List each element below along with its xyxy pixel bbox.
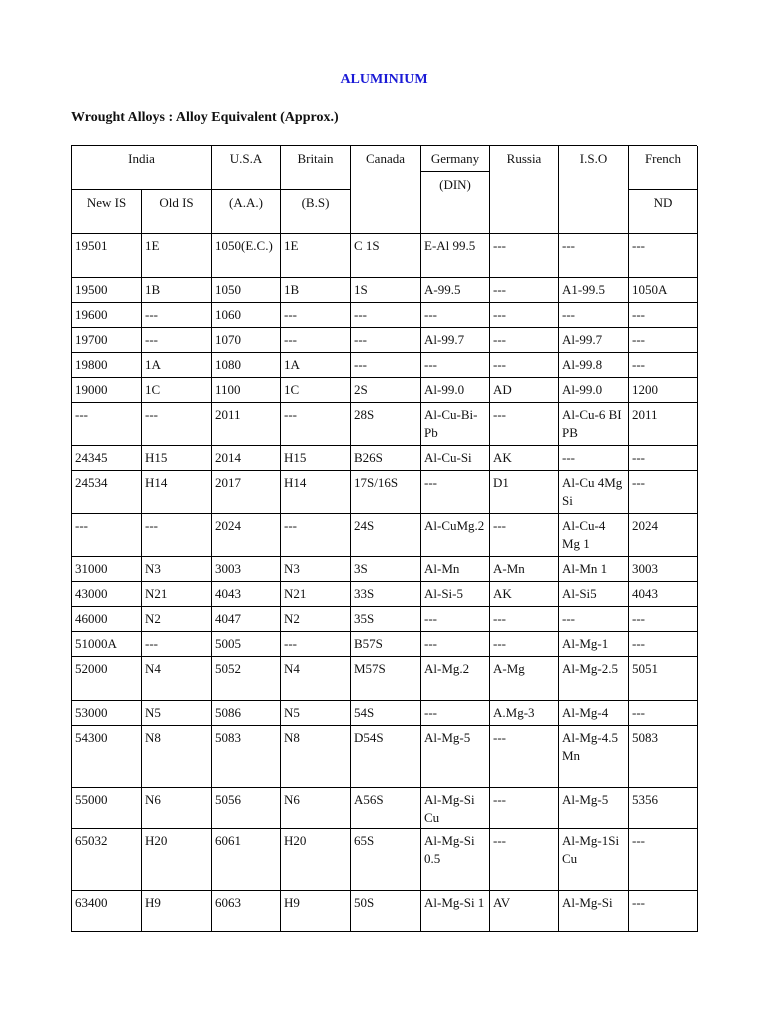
table-cell-germany: --- — [421, 701, 490, 726]
table-cell-usa: 6061 — [212, 829, 281, 891]
table-cell-iso: Al-Mg-1 — [559, 632, 629, 657]
table-cell-old-is: N21 — [142, 582, 212, 607]
table-cell-usa: 5056 — [212, 788, 281, 829]
table-cell-french: --- — [629, 353, 698, 378]
table-cell-usa: 1080 — [212, 353, 281, 378]
table-cell-russia: --- — [490, 234, 559, 278]
table-cell-old-is: N3 — [142, 557, 212, 582]
table-cell-russia: A.Mg-3 — [490, 701, 559, 726]
header-britain: Britain — [281, 146, 351, 190]
document-title: ALUMINIUM — [340, 72, 428, 87]
table-cell-russia: --- — [490, 514, 559, 557]
table-cell-britain: --- — [281, 514, 351, 557]
table-cell-russia: AD — [490, 378, 559, 403]
table-cell-canada: D54S — [351, 726, 421, 788]
table-cell-usa: 2017 — [212, 471, 281, 514]
table-cell-britain: 1E — [281, 234, 351, 278]
table-cell-usa: 4047 — [212, 607, 281, 632]
table-cell-new-is: 19600 — [72, 303, 142, 328]
table-cell-old-is: --- — [142, 514, 212, 557]
header-canada: Canada — [351, 146, 421, 190]
table-cell-new-is: 53000 — [72, 701, 142, 726]
table-cell-germany: E-Al 99.5 — [421, 234, 490, 278]
table-cell-canada: 65S — [351, 829, 421, 891]
table-cell-old-is: 1B — [142, 278, 212, 303]
table-cell-russia: --- — [490, 278, 559, 303]
table-cell-old-is: N4 — [142, 657, 212, 701]
header-india: India — [72, 146, 212, 190]
table-cell-canada: B26S — [351, 446, 421, 471]
table-cell-usa: 1050 — [212, 278, 281, 303]
header-new-is: New IS — [72, 190, 142, 234]
table-cell-usa: 1100 — [212, 378, 281, 403]
table-cell-iso: Al-99.8 — [559, 353, 629, 378]
table-cell-russia: AK — [490, 582, 559, 607]
table-cell-iso: Al-Mn 1 — [559, 557, 629, 582]
table-cell-britain: N5 — [281, 701, 351, 726]
table-cell-canada: C 1S — [351, 234, 421, 278]
table-cell-britain: N2 — [281, 607, 351, 632]
table-cell-new-is: 31000 — [72, 557, 142, 582]
table-cell-french: 5083 — [629, 726, 698, 788]
table-cell-canada: --- — [351, 353, 421, 378]
table-cell-iso: --- — [559, 607, 629, 632]
table-cell-germany: Al-Mg-Si Cu — [421, 788, 490, 829]
table-cell-germany: Al-CuMg.2 — [421, 514, 490, 557]
table-cell-britain: N21 — [281, 582, 351, 607]
table-cell-britain: N3 — [281, 557, 351, 582]
table-cell-new-is: 19800 — [72, 353, 142, 378]
table-cell-russia: --- — [490, 726, 559, 788]
table-cell-old-is: H9 — [142, 891, 212, 932]
table-cell-french: 4043 — [629, 582, 698, 607]
table-cell-germany: Al-99.0 — [421, 378, 490, 403]
table-cell-canada: 17S/16S — [351, 471, 421, 514]
header-britain-standard: (B.S) — [281, 190, 351, 234]
table-cell-iso: A1-99.5 — [559, 278, 629, 303]
table-cell-russia: --- — [490, 788, 559, 829]
table-cell-germany: A-99.5 — [421, 278, 490, 303]
table-cell-old-is: 1E — [142, 234, 212, 278]
table-cell-old-is: 1C — [142, 378, 212, 403]
table-cell-iso: Al-Si5 — [559, 582, 629, 607]
table-cell-new-is: 55000 — [72, 788, 142, 829]
table-cell-germany: Al-Mg-5 — [421, 726, 490, 788]
table-cell-britain: 1C — [281, 378, 351, 403]
table-cell-russia: --- — [490, 353, 559, 378]
table-cell-canada: 1S — [351, 278, 421, 303]
table-cell-old-is: N2 — [142, 607, 212, 632]
header-french-standard: ND — [629, 190, 698, 234]
table-cell-usa: 1050(E.C.) — [212, 234, 281, 278]
header-russia: Russia — [490, 146, 559, 190]
table-cell-french: --- — [629, 701, 698, 726]
table-cell-new-is: --- — [72, 403, 142, 446]
table-cell-russia: --- — [490, 328, 559, 353]
table-cell-canada: --- — [351, 328, 421, 353]
table-cell-french: --- — [629, 891, 698, 932]
header-germany: Germany — [421, 146, 490, 172]
header-iso-blank — [559, 190, 629, 234]
table-cell-iso: Al-99.0 — [559, 378, 629, 403]
table-cell-canada: M57S — [351, 657, 421, 701]
table-cell-usa: 5052 — [212, 657, 281, 701]
table-cell-iso: Al-Cu-6 BI PB — [559, 403, 629, 446]
table-cell-iso: Al-Mg-Si — [559, 891, 629, 932]
table-cell-britain: 1B — [281, 278, 351, 303]
table-cell-french: --- — [629, 234, 698, 278]
table-cell-french: --- — [629, 829, 698, 891]
table-cell-germany: --- — [421, 353, 490, 378]
table-cell-french: 5051 — [629, 657, 698, 701]
table-cell-old-is: H15 — [142, 446, 212, 471]
alloy-equivalent-table — [71, 145, 697, 932]
table-cell-new-is: 19501 — [72, 234, 142, 278]
table-cell-russia: --- — [490, 632, 559, 657]
header-usa-standard: (A.A.) — [212, 190, 281, 234]
table-cell-russia: --- — [490, 607, 559, 632]
table-cell-french: --- — [629, 607, 698, 632]
table-cell-britain: H20 — [281, 829, 351, 891]
table-cell-usa: 5005 — [212, 632, 281, 657]
table-cell-new-is: 65032 — [72, 829, 142, 891]
header-germany-standard: (DIN) — [421, 172, 490, 234]
table-cell-germany: Al-99.7 — [421, 328, 490, 353]
table-cell-new-is: 63400 — [72, 891, 142, 932]
table-cell-french: 3003 — [629, 557, 698, 582]
table-cell-canada: A56S — [351, 788, 421, 829]
table-cell-russia: --- — [490, 829, 559, 891]
table-cell-iso: Al-Mg-5 — [559, 788, 629, 829]
table-cell-russia: A-Mn — [490, 557, 559, 582]
table-cell-germany: Al-Cu-Bi-Pb — [421, 403, 490, 446]
table-cell-iso: --- — [559, 446, 629, 471]
table-cell-britain: N6 — [281, 788, 351, 829]
table-cell-french: --- — [629, 632, 698, 657]
table-cell-french: 1050A — [629, 278, 698, 303]
table-cell-britain: H9 — [281, 891, 351, 932]
table-cell-canada: 3S — [351, 557, 421, 582]
table-cell-new-is: 19700 — [72, 328, 142, 353]
table-cell-old-is: N5 — [142, 701, 212, 726]
table-cell-french: --- — [629, 471, 698, 514]
table-cell-french: 2024 — [629, 514, 698, 557]
table-cell-britain: --- — [281, 328, 351, 353]
table-cell-iso: Al-Mg-4.5 Mn — [559, 726, 629, 788]
table-cell-canada: 33S — [351, 582, 421, 607]
header-usa: U.S.A — [212, 146, 281, 190]
table-cell-usa: 2014 — [212, 446, 281, 471]
table-cell-germany: Al-Cu-Si — [421, 446, 490, 471]
table-cell-usa: 1060 — [212, 303, 281, 328]
table-cell-canada: 50S — [351, 891, 421, 932]
table-cell-canada: 24S — [351, 514, 421, 557]
table-cell-usa: 6063 — [212, 891, 281, 932]
header-old-is: Old IS — [142, 190, 212, 234]
table-cell-old-is: H14 — [142, 471, 212, 514]
table-cell-usa: 4043 — [212, 582, 281, 607]
table-cell-russia: A-Mg — [490, 657, 559, 701]
table-cell-germany: --- — [421, 607, 490, 632]
table-cell-britain: --- — [281, 303, 351, 328]
table-cell-britain: --- — [281, 632, 351, 657]
table-cell-canada: 2S — [351, 378, 421, 403]
table-cell-new-is: 43000 — [72, 582, 142, 607]
table-cell-germany: Al-Mg.2 — [421, 657, 490, 701]
table-cell-french: --- — [629, 328, 698, 353]
table-cell-old-is: N6 — [142, 788, 212, 829]
table-cell-old-is: H20 — [142, 829, 212, 891]
table-cell-usa: 2011 — [212, 403, 281, 446]
table-cell-new-is: 54300 — [72, 726, 142, 788]
table-cell-french: --- — [629, 446, 698, 471]
table-cell-germany: Al-Mn — [421, 557, 490, 582]
table-cell-canada: 54S — [351, 701, 421, 726]
table-cell-russia: D1 — [490, 471, 559, 514]
table-cell-new-is: 19000 — [72, 378, 142, 403]
table-cell-old-is: --- — [142, 632, 212, 657]
table-cell-old-is: --- — [142, 303, 212, 328]
table-cell-britain: N8 — [281, 726, 351, 788]
document-subtitle: Wrought Alloys : Alloy Equivalent (Approx.) — [71, 110, 339, 125]
table-cell-new-is: 24534 — [72, 471, 142, 514]
header-canada-blank — [351, 190, 421, 234]
table-cell-new-is: 24345 — [72, 446, 142, 471]
table-cell-russia: AV — [490, 891, 559, 932]
table-cell-usa: 2024 — [212, 514, 281, 557]
table-cell-old-is: 1A — [142, 353, 212, 378]
table-cell-french: --- — [629, 303, 698, 328]
table-cell-russia: --- — [490, 303, 559, 328]
table-cell-germany: Al-Mg-Si 1 — [421, 891, 490, 932]
table-cell-canada: 28S — [351, 403, 421, 446]
table-cell-canada: --- — [351, 303, 421, 328]
header-french: French — [629, 146, 698, 190]
table-cell-germany: Al-Si-5 — [421, 582, 490, 607]
table-cell-britain: --- — [281, 403, 351, 446]
table-cell-canada: B57S — [351, 632, 421, 657]
table-cell-iso: Al-Cu-4 Mg 1 — [559, 514, 629, 557]
table-cell-iso: Al-Mg-2.5 — [559, 657, 629, 701]
header-russia-blank — [490, 190, 559, 234]
table-cell-old-is: --- — [142, 403, 212, 446]
table-cell-new-is: 19500 — [72, 278, 142, 303]
table-cell-old-is: N8 — [142, 726, 212, 788]
table-cell-usa: 5086 — [212, 701, 281, 726]
table-cell-germany: --- — [421, 471, 490, 514]
table-cell-russia: --- — [490, 403, 559, 446]
table-cell-britain: H15 — [281, 446, 351, 471]
table-cell-french: 2011 — [629, 403, 698, 446]
table-cell-french: 1200 — [629, 378, 698, 403]
table-cell-usa: 1070 — [212, 328, 281, 353]
table-cell-iso: Al-Mg-4 — [559, 701, 629, 726]
table-cell-usa: 5083 — [212, 726, 281, 788]
table-cell-germany: --- — [421, 303, 490, 328]
table-cell-germany: Al-Mg-Si 0.5 — [421, 829, 490, 891]
table-cell-britain: 1A — [281, 353, 351, 378]
table-cell-iso: Al-99.7 — [559, 328, 629, 353]
header-iso: I.S.O — [559, 146, 629, 190]
table-cell-britain: N4 — [281, 657, 351, 701]
table-cell-canada: 35S — [351, 607, 421, 632]
table-cell-iso: --- — [559, 234, 629, 278]
table-cell-old-is: --- — [142, 328, 212, 353]
table-cell-iso: --- — [559, 303, 629, 328]
table-cell-britain: H14 — [281, 471, 351, 514]
table-cell-russia: AK — [490, 446, 559, 471]
table-cell-new-is: 46000 — [72, 607, 142, 632]
table-cell-new-is: 52000 — [72, 657, 142, 701]
table-cell-new-is: --- — [72, 514, 142, 557]
table-cell-iso: Al-Mg-1Si Cu — [559, 829, 629, 891]
table-cell-new-is: 51000A — [72, 632, 142, 657]
table-cell-germany: --- — [421, 632, 490, 657]
table-cell-french: 5356 — [629, 788, 698, 829]
table-cell-iso: Al-Cu 4Mg Si — [559, 471, 629, 514]
table-cell-usa: 3003 — [212, 557, 281, 582]
